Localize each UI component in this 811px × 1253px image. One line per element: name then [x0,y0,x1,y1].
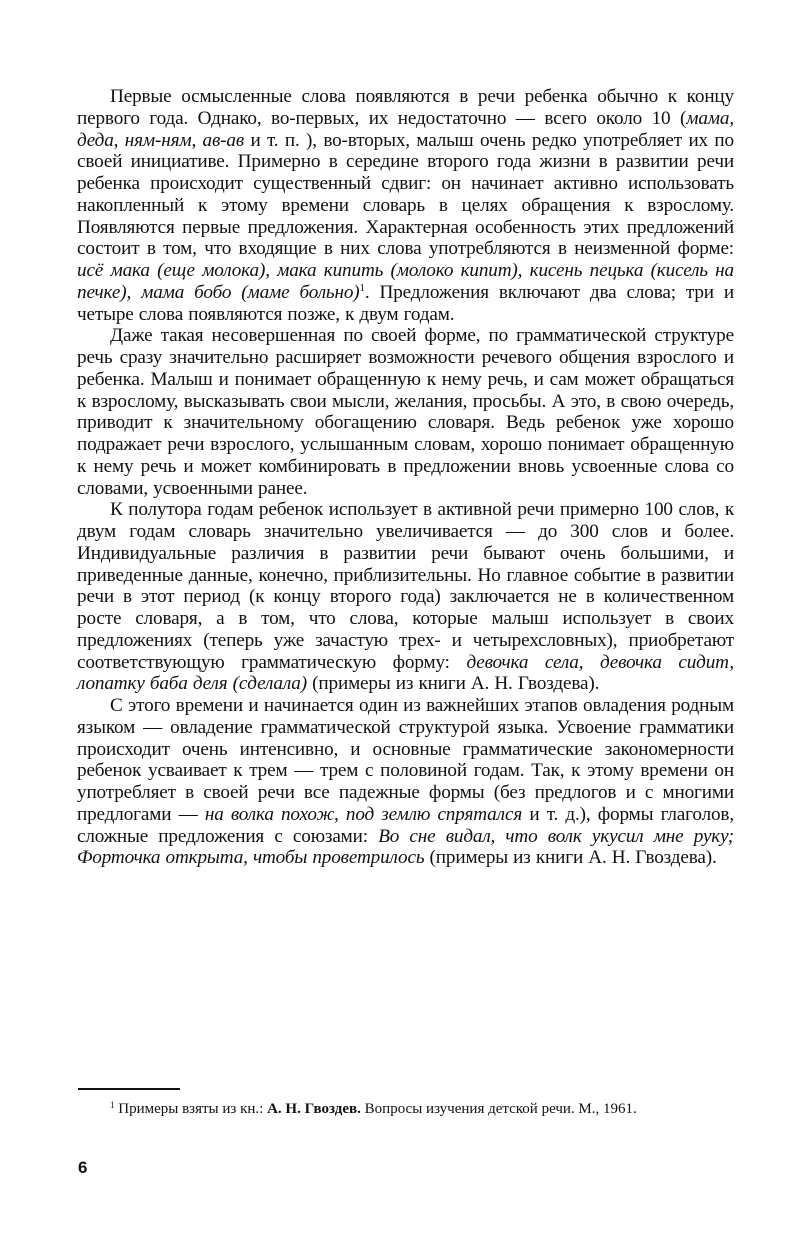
example-phrases: на волка похож, под землю спрятался [204,803,523,825]
page-number: 6 [78,1158,88,1177]
example-sentences: Во сне видал, что волк укусил мне руку; Форточка открыта, чтобы проветрилось [77,825,735,869]
footnote-divider [78,1088,180,1090]
paragraph-1 [77,86,734,325]
footnote-ref[interactable]: 1 [359,281,365,294]
paragraph-2 [77,325,734,499]
paragraph-3 [77,499,734,695]
footnote-citation: Вопросы изучения детской речи. М., 1961. [360,1101,637,1117]
footnote-marker: 1 [110,1100,115,1110]
text-segment: Первые осмысленные слова появляются в речи ребенка обычно к концу первого года. Однако, во-первых, их недостаточно — всего около 10 ( [77,86,734,129]
text-segment: Даже такая несовершенная по своей форме, по грамматической структуре речь сразу значительно расширяет возможности речевого общения взрослого и ребенка. Малыш и понимает обращенную к нему речь, и сам может обращаться к взрослому, высказывать свои мысли, желания, просьбы. А это, в свою очередь, приводит к значительному обогащению словаря. Ведь ребенок уже хорошо подражает речи взрослого, услышанным словам, хорошо понимает обращенную к нему речь и может комбинировать в предложении вновь усвоенные слова со словами, усвоенными ранее. [77,325,734,499]
footnote [77,1101,734,1118]
text-segment: . Предложения включают два слова; три и четыре слова появляются позже, к двум годам. [77,281,734,325]
footnote-author: А. Н. Гвоздев. [267,1101,361,1117]
text-segment: К полутора годам ребенок использует в активной речи примерно 100 слов, к двум годам словарь значительно увеличивается — до 300 слов и более. Индивидуальные различия в развитии речи бывают очень большими, и приведенные данные, конечно, приблизительны. Но главное событие в развитии речи в этот период (к концу второго года) заключается не в количественном росте словаря, а в том, что слова, которые малыш использует в своих предложениях (теперь уже зачастую трех- и четырехсловных), приобретают соответствующую грамматическую форму: [77,499,734,673]
footnote-prefix: Примеры взяты из кн.: [114,1101,268,1117]
example-words: мама, деда, ням-ням, ав-ав [77,107,734,151]
text-segment: (примеры из книги А. Н. Гвоздева). [424,847,717,869]
example-sentences: девочка села, девочка сидит, лопатку баба деля (сделала) [77,651,734,695]
text-segment: и т. п. ), во-вторых, малыш очень редко употребляет их по своей инициативе. Примерно в середине второго года жизни в развитии речи ребенка происходит существенный сдвиг: он начинает активно использовать накопленный к этому времени словарь в целях обращения к взрослому. Появляются первые предложения. Характерная особенность этих предложений состоит в том, что входящие в них слова употребляются в неизменной форме: [77,129,734,260]
text-segment: С этого времени и начинается один из важнейших этапов овладения родным языком — овладение грамматической структурой языка. Усвоение грамматики происходит очень интенсивно, и основные грамматические закономерности ребенок усваивает к трем — трем с половиной годам. Так, к этому времени он употребляет в своей речи все падежные формы (без предлогов и с многими предлогами — [77,695,734,825]
example-sentences: исё мака (еще молока), мака кипить (молоко кипит), кисень пецька (кисель на печке), мама бобо (маме больно) [77,260,734,303]
text-segment: и т. д.), формы глаголов, сложные предложения с союзами: [77,803,734,847]
paragraph-4 [77,695,734,869]
page-body [77,86,734,869]
text-segment: (примеры из книги А. Н. Гвоздева). [307,673,600,695]
